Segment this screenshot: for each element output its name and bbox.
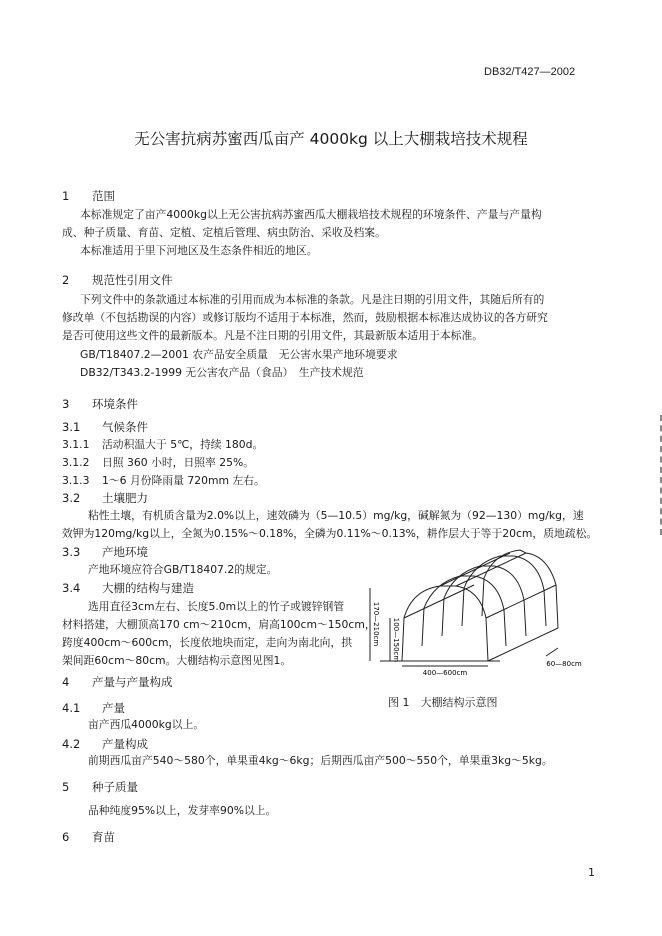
section-1-heading bbox=[62, 188, 115, 204]
section-title: 大棚的结构与建造 bbox=[102, 581, 194, 595]
section-number: 3.4 bbox=[62, 581, 81, 595]
subsection-4-1-heading bbox=[62, 700, 125, 716]
subsection-4-2-heading bbox=[62, 736, 148, 752]
section-number: 2 bbox=[62, 273, 70, 287]
paragraph: 成、种子质量、育苗、定植、定植后管理、病虫防治、采收及档案。 bbox=[62, 226, 386, 239]
section-number: 4.1 bbox=[62, 701, 81, 715]
ridge-line bbox=[456, 553, 526, 586]
paragraph: 选用直径3cm左右、长度5.0m以上的竹子或镀锌钢管 bbox=[88, 600, 345, 613]
paragraph: 架间距60cm～80cm。大棚结构示意图见图1。 bbox=[62, 654, 292, 667]
section-3-heading bbox=[62, 396, 138, 412]
section-number: 6 bbox=[62, 830, 70, 844]
section-number: 4.2 bbox=[62, 737, 81, 751]
paragraph: 前期西瓜亩产540～580个，单果重4kg～6kg；后期西瓜亩产500～550个，单果重3kg～5kg。 bbox=[88, 754, 553, 767]
subsection-3-1-heading bbox=[62, 419, 148, 435]
paragraph: 本标准适用于里下河地区及生态条件相近的地区。 bbox=[80, 244, 318, 257]
arch bbox=[442, 566, 526, 636]
document-title: 无公害抗病苏蜜西瓜亩产 4000kg 以上大棚栽培技术规程 bbox=[134, 130, 528, 148]
shoulder-height-label: 100—150cm bbox=[392, 617, 400, 663]
section-title: 环境条件 bbox=[92, 397, 138, 411]
section-number: 4 bbox=[62, 675, 70, 689]
section-2-heading bbox=[62, 272, 173, 288]
section-title: 产地环境 bbox=[102, 545, 148, 559]
paragraph: 效钾为120mg/kg以上，全氮为0.15%～0.18%，全磷为0.11%～0.13%，耕作层大于等于20cm，质地疏松。 bbox=[62, 527, 598, 540]
section-title: 范围 bbox=[92, 189, 115, 203]
paragraph: 修改单（不包括勘误的内容）或修订版均不适用于本标准，然而，鼓励根据本标准达成协议的各方研究 bbox=[62, 311, 548, 324]
dimension-line bbox=[546, 648, 558, 656]
section-number: 5 bbox=[62, 780, 70, 794]
section-title: 产量构成 bbox=[102, 737, 148, 751]
section-6-heading bbox=[62, 829, 115, 845]
greenhouse-structure-diagram bbox=[360, 548, 620, 678]
section-number: 1 bbox=[62, 189, 70, 203]
figure-caption: 图 1 大棚结构示意图 bbox=[388, 696, 498, 709]
section-4-heading bbox=[62, 674, 173, 690]
section-title: 育苗 bbox=[92, 830, 115, 844]
subsection-3-2-heading bbox=[62, 490, 148, 506]
clause-number: 3.1.1 bbox=[62, 438, 90, 451]
paragraph: 跨度400cm～600cm，长度依地块而定，走向为南北向，拱 bbox=[62, 636, 353, 649]
arch-spacing-label: 60—80cm bbox=[546, 660, 582, 668]
arch bbox=[422, 576, 506, 646]
base-line bbox=[488, 628, 558, 661]
section-number: 3.2 bbox=[62, 491, 81, 505]
clause-item bbox=[62, 472, 265, 490]
top-height-label: 170—210cm bbox=[372, 601, 380, 647]
paragraph: 产地环境应符合GB/T18407.2的规定。 bbox=[88, 563, 278, 576]
clause-text: 1～6 月份降雨量 720mm 左右。 bbox=[102, 474, 265, 487]
clause-number: 3.1.3 bbox=[62, 474, 90, 487]
subsection-3-4-heading bbox=[62, 580, 194, 596]
clause-number: 3.1.2 bbox=[62, 456, 90, 469]
paragraph: 材料搭建，大棚顶高170 cm～210cm，肩高100cm～150cm， bbox=[62, 618, 376, 631]
section-title: 气候条件 bbox=[102, 420, 148, 434]
paragraph: 本标准规定了亩产4000kg以上无公害抗病苏蜜西瓜大棚栽培技术规程的环境条件、产量与产量构 bbox=[80, 208, 542, 221]
clause-item bbox=[62, 436, 263, 454]
front-arch bbox=[402, 586, 488, 661]
standard-code: DB32/T427—2002 bbox=[484, 66, 576, 78]
section-title: 产量与产量构成 bbox=[92, 675, 173, 689]
subsection-3-3-heading bbox=[62, 544, 148, 560]
section-title: 规范性引用文件 bbox=[92, 273, 173, 287]
reference-item: GB/T18407.2—2001 农产品安全质量 无公害水果产地环境要求 bbox=[80, 348, 398, 361]
reference-item: DB32/T343.2-1999 无公害农产品（食品） 生产技术规范 bbox=[80, 366, 364, 379]
paragraph: 下列文件中的条款通过本标准的引用而成为本标准的条款。凡是注日期的引用文件，其随后所有的 bbox=[80, 293, 545, 306]
paragraph: 是否可使用这些文件的最新版本。凡是不注日期的引用文件，其最新版本适用于本标准。 bbox=[62, 329, 484, 342]
section-number: 3.1 bbox=[62, 420, 81, 434]
section-title: 种子质量 bbox=[92, 780, 138, 794]
clause-text: 活动积温大于 5℃，持续 180d。 bbox=[102, 438, 264, 451]
paragraph: 品种纯度95%以上，发芽率90%以上。 bbox=[88, 804, 277, 817]
clause-text: 日照 360 小时，日照率 25%。 bbox=[102, 456, 255, 469]
paragraph: 亩产西瓜4000kg以上。 bbox=[88, 718, 205, 731]
span-label: 400—600cm bbox=[422, 669, 468, 677]
clause-item bbox=[62, 454, 254, 472]
section-number: 3 bbox=[62, 397, 70, 411]
section-number: 3.3 bbox=[62, 545, 81, 559]
section-title: 土壤肥力 bbox=[102, 491, 148, 505]
page-number: 1 bbox=[588, 866, 595, 879]
section-5-heading bbox=[62, 779, 138, 795]
scan-edge-mark bbox=[654, 415, 662, 535]
section-title: 产量 bbox=[102, 701, 125, 715]
paragraph: 粘性土壤，有机质含量为2.0%以上，速效磷为（5—10.5）mg/kg，碱解氮为（92—130）mg/kg，速 bbox=[88, 509, 584, 522]
